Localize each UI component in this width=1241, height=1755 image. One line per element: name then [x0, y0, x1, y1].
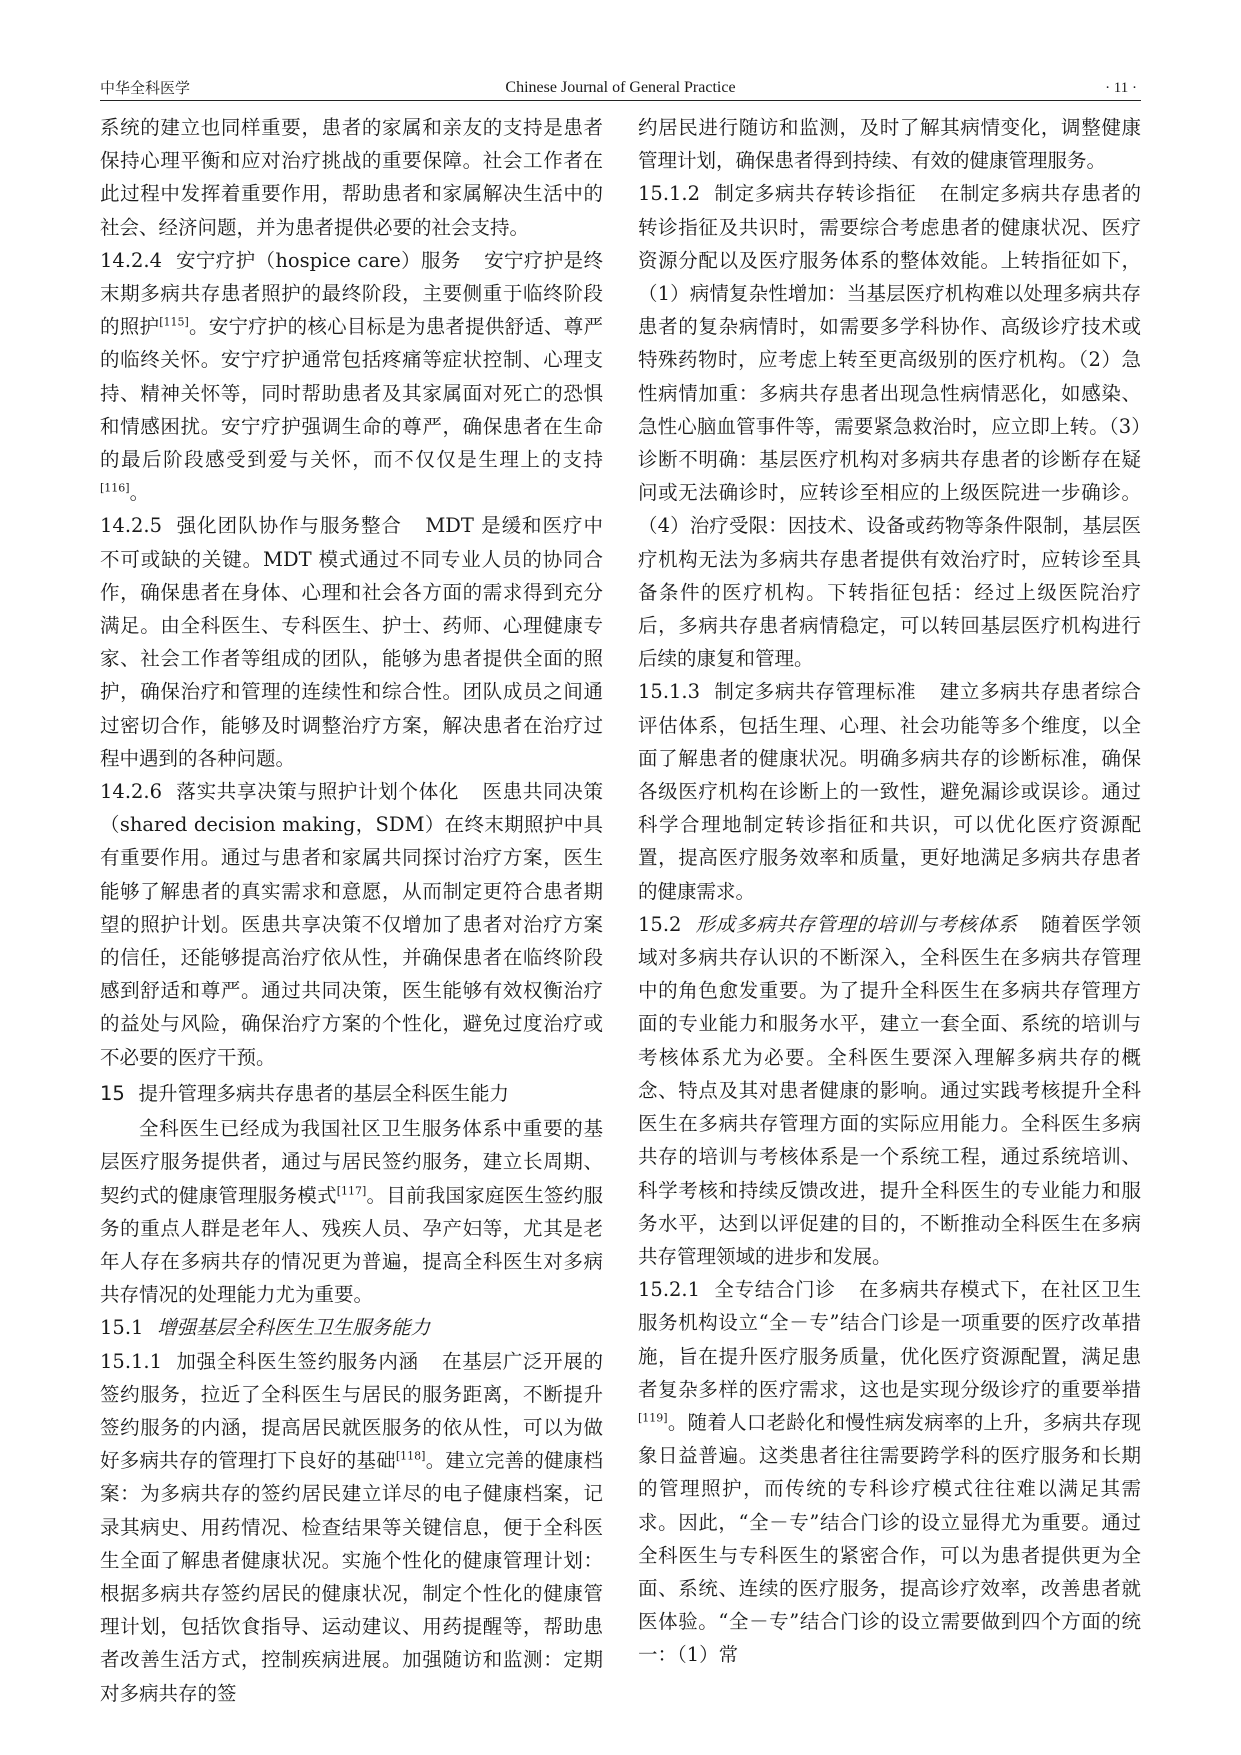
section-number: 15.1.1 [100, 1349, 163, 1373]
section-14-2-5 [100, 509, 603, 775]
section-number: 15.2.1 [638, 1278, 701, 1302]
left-column [100, 111, 603, 1710]
section-text: 在基层广泛开展的签约服务，拉近了全科医生与居民的服务距离，不断提升签约服务的内涵，提高居民就医服务的依从性，可以为做好多病共存的管理打下良好的基础 [100, 1349, 603, 1473]
section-text: 建立多病共存患者综合评估体系，包括生理、心理、社会功能等多个维度，以全面了解患者的健康状况。明确多病共存的诊断标准，确保各级医疗机构在诊断上的一致性，避免漏诊或误诊。通过科学合理地制定转诊指征和共识，可以优化医疗资源配置，提高医疗服务效率和质量，更好地满足多病共存患者的健康需求。 [638, 680, 1141, 903]
section-heading: 制定多病共存转诊指征 [713, 182, 917, 206]
citation: [117] [336, 1183, 367, 1197]
section-number: 15.1 [100, 1316, 144, 1340]
section-text: 安宁疗护是终末期多病共存患者照护的最终阶段，主要侧重于临终阶段的照护 [100, 248, 603, 339]
section-15-2 [638, 908, 1141, 1273]
section-text: MDT 是缓和医疗中不可或缺的关键。MDT 模式通过不同专业人员的协同合作，确保患者在身体、心理和社会各方面的需求得到充分满足。由全科医生、专科医生、护士、药师、心理健康专家、社会工作者等组成的团队，能够为患者提供全面的照护，确保治疗和管理的连续性和综合性。团队成员之间通过密切合作，能够及时调整治疗方案，解决患者在治疗过程中遇到的各种问题。 [100, 514, 603, 770]
section-15-heading [100, 1077, 603, 1110]
section-heading: 安宁疗护（hospice care）服务 [175, 248, 461, 272]
section-text: 。 [129, 481, 150, 505]
section-15-body [100, 1112, 603, 1311]
section-text: 在制定多病共存患者的转诊指征及共识时，需要综合考虑患者的健康状况、医疗资源分配以及医疗服务体系的整体效能。上转指征如下，（1）病情复杂性增加：当基层医疗机构难以处理多病共存患者的复杂病情时，如需要多学科协作、高级诊疗技术或特殊药物时，应考虑上转至更高级别的医疗机构。（2）急性病情加重：多病共存患者出现急性病情恶化，如感染、急性心脑血管事件等，需要紧急救治时，应立即上转。（3）诊断不明确：基层医疗机构对多病共存患者的诊断存在疑问或无法确诊时，应转诊至相应的上级医院进一步确诊。（4）治疗受限：因技术、设备或药物等条件限制，基层医疗机构无法为多病共存患者提供有效治疗时，应转诊至具备条件的医疗机构。下转指征包括：经过上级医院治疗后，多病共存患者病情稳定，可以转回基层医疗机构进行后续的康复和管理。 [638, 182, 1141, 671]
section-number: 15.1.2 [638, 182, 701, 206]
section-text: 。随着人口老龄化和慢性病发病率的上升，多病共存现象日益普遍。这类患者往往需要跨学科的医疗服务和长期的管理照护，而传统的专科诊疗模式往往难以满足其需求。因此，“全－专”结合门诊的设立显得尤为重要。通过全科医生与专科医生的紧密合作，可以为患者提供更为全面、系统、连续的医疗服务，提高诊疗效率，改善患者就医体验。“全－专”结合门诊的设立需要做到四个方面的统一：（1）常 [638, 1410, 1141, 1667]
section-text: 。安宁疗护的核心目标是为患者提供舒适、尊严的临终关怀。安宁疗护通常包括疼痛等症状控制、心理支持、精神关怀等，同时帮助患者及其家属面对死亡的恐惧和情感困扰。安宁疗护强调生命的尊严，确保患者在生命的最后阶段感受到爱与关怀，而不仅仅是生理上的支持 [100, 315, 603, 472]
page-number: · 11 · [1105, 80, 1137, 96]
section-number: 15.2 [638, 912, 682, 936]
citation: [119] [638, 1411, 668, 1425]
journal-title-en: Chinese Journal of General Practice [505, 79, 736, 96]
section-number: 14.2.4 [100, 248, 163, 272]
section-number: 15.1.3 [638, 680, 701, 704]
section-15-1-1 [100, 1345, 603, 1710]
section-text: 。目前我国家庭医生签约服务的重点人群是老年人、残疾人员、孕产妇等，尤其是老年人存在多病共存的情况更为普遍，提高全科医生对多病共存情况的处理能力尤为重要。 [100, 1183, 603, 1307]
paragraph-continued: 约居民进行随访和监测，及时了解其病情变化，调整健康管理计划，确保患者得到持续、有效的健康管理服务。 [638, 116, 1141, 173]
journal-title-cn: 中华全科医学 [100, 79, 191, 97]
section-heading: 落实共享决策与照护计划个体化 [175, 780, 460, 804]
citation: [115] [159, 315, 189, 329]
section-14-2-6 [100, 775, 603, 1074]
section-number: 14.2.5 [100, 514, 163, 538]
running-header [100, 70, 1141, 101]
citation: [116] [100, 481, 130, 495]
section-heading: 加强全科医生签约服务内涵 [175, 1349, 419, 1373]
section-number: 15 [100, 1081, 125, 1105]
section-heading: 增强基层全科医生卫生服务能力 [157, 1316, 431, 1340]
section-number: 14.2.6 [100, 780, 163, 804]
section-text: 全科医生已经成为我国社区卫生服务体系中重要的基层医疗服务提供者，通过与居民签约服务，建立长周期、契约式的健康管理服务模式 [100, 1117, 603, 1207]
section-text: 医患共同决策（shared decision making，SDM）在终末期照护中具有重要作用。通过与患者和家属共同探讨治疗方案，医生能够了解患者的真实需求和意愿，从而制定更符合患者期望的照护计划。医患共享决策不仅增加了患者对治疗方案的信任，还能够提高治疗依从性，并确保患者在临终阶段感到舒适和尊严。通过共同决策，医生能够有效权衡治疗的益处与风险，确保治疗方案的个性化，避免过度治疗或不必要的医疗干预。 [100, 780, 603, 1069]
section-heading: 全专结合门诊 [713, 1278, 836, 1302]
section-15-1-2 [638, 177, 1141, 675]
citation: [118] [395, 1449, 426, 1463]
section-heading: 制定多病共存管理标准 [713, 680, 917, 704]
section-15-2-1 [638, 1273, 1141, 1671]
section-text: 随着医学领域对多病共存认识的不断深入，全科医生在多病共存管理中的角色愈发重要。为了提升全科医生在多病共存管理方面的专业能力和服务水平，建立一套全面、系统的培训与考核体系尤为必要。全科医生要深入理解多病共存的概念、特点及其对患者健康的影响。通过实践考核提升全科医生在多病共存管理方面的实际应用能力。全科医生多病共存的培训与考核体系是一个系统工程，通过系统培训、科学考核和持续反馈改进，提升全科医生的专业能力和服务水平，达到以评促建的目的，不断推动全科医生在多病共存管理领域的进步和发展。 [638, 912, 1141, 1268]
section-text: 。建立完善的健康档案：为多病共存的签约居民建立详尽的电子健康档案，记录其病史、用药情况、检查结果等关键信息，便于全科医生全面了解患者健康状况。实施个性化的健康管理计划：根据多病共存签约居民的健康状况，制定个性化的健康管理计划，包括饮食指导、运动建议、用药提醒等，帮助患者改善生活方式，控制疾病进展。加强随访和监测：定期对多病共存的签 [100, 1449, 603, 1705]
right-column [638, 111, 1141, 1672]
section-heading: 强化团队协作与服务整合 [175, 514, 402, 538]
paragraph-continued: 系统的建立也同样重要，患者的家属和亲友的支持是患者保持心理平衡和应对治疗挑战的重要保障。社会工作者在此过程中发挥着重要作用，帮助患者和家属解决生活中的社会、经济问题，并为患者提供必要的社会支持。 [100, 116, 603, 239]
section-14-2-4 [100, 244, 603, 510]
section-text: 在多病共存模式下，在社区卫生服务机构设立“全－专”结合门诊是一项重要的医疗改革措施，旨在提升医疗服务质量，优化医疗资源配置，满足患者复杂多样的医疗需求，这也是实现分级诊疗的重要举措 [638, 1278, 1141, 1401]
section-15-1-3 [638, 675, 1141, 907]
section-heading: 形成多病共存管理的培训与考核体系 [695, 912, 1018, 936]
section-heading: 提升管理多病共存患者的基层全科医生能力 [138, 1081, 509, 1105]
section-15-1-heading [100, 1311, 603, 1344]
